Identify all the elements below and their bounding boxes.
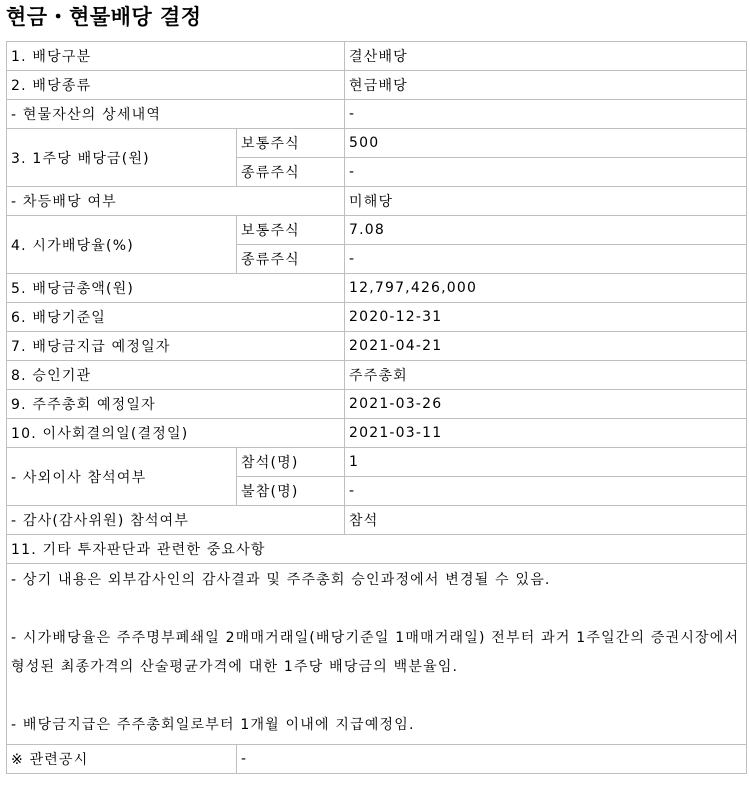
table-row xyxy=(7,303,747,332)
row-label: - 감사(감사위원) 참석여부 xyxy=(7,506,345,535)
note-spacer xyxy=(11,595,742,624)
row-value: - xyxy=(237,745,747,774)
row-value: 12,797,426,000 xyxy=(345,274,747,303)
row-label: 10. 이사회결의일(결정일) xyxy=(7,419,345,448)
row-label: 8. 승인기관 xyxy=(7,361,345,390)
table-row xyxy=(7,506,747,535)
page-title: 현금・현물배당 결정 xyxy=(6,5,202,29)
row-value: 2020-12-31 xyxy=(345,303,747,332)
row-value: 2021-03-11 xyxy=(345,419,747,448)
row-value: - xyxy=(345,477,747,506)
row-value: - xyxy=(345,100,747,129)
row-value: 2021-03-26 xyxy=(345,390,747,419)
table-row xyxy=(7,361,747,390)
row-label: - 현물자산의 상세내역 xyxy=(7,100,345,129)
row-label: 11. 기타 투자판단과 관련한 중요사항 xyxy=(7,535,747,564)
note-text: - 배당금지급은 주주총회일로부터 1개월 이내에 지급예정임. xyxy=(11,717,415,733)
row-value: 7.08 xyxy=(345,216,747,245)
notes-cell xyxy=(7,564,747,745)
row-value: 500 xyxy=(345,129,747,158)
row-label: - 사외이사 참석여부 xyxy=(7,448,237,506)
row-value: - xyxy=(345,245,747,274)
table-row xyxy=(7,390,747,419)
table-row xyxy=(7,129,747,158)
row-label: 5. 배당금총액(원) xyxy=(7,274,345,303)
row-label: - 차등배당 여부 xyxy=(7,187,345,216)
row-value: 1 xyxy=(345,448,747,477)
row-value: 2021-04-21 xyxy=(345,332,747,361)
row-value: - xyxy=(345,158,747,187)
table-row xyxy=(7,448,747,477)
note-text: - 상기 내용은 외부감사인의 감사결과 및 주주총회 승인과정에서 변경될 수 있음. xyxy=(11,572,551,588)
table-row xyxy=(7,216,747,245)
row-label: 6. 배당기준일 xyxy=(7,303,345,332)
sub-label: 보통주식 xyxy=(237,129,345,158)
row-value: 주주총회 xyxy=(345,361,747,390)
table-row xyxy=(7,745,747,774)
row-label: 9. 주주총회 예정일자 xyxy=(7,390,345,419)
row-value: 참석 xyxy=(345,506,747,535)
table-row xyxy=(7,535,747,564)
sub-label: 종류주식 xyxy=(237,158,345,187)
row-label: 4. 시가배당율(%) xyxy=(7,216,237,274)
sub-label: 종류주식 xyxy=(237,245,345,274)
table-row xyxy=(7,332,747,361)
table-row xyxy=(7,187,747,216)
table-row xyxy=(7,71,747,100)
row-label: ※ 관련공시 xyxy=(7,745,237,774)
sub-label: 참석(명) xyxy=(237,448,345,477)
note-spacer xyxy=(11,682,742,711)
row-label: 2. 배당종류 xyxy=(7,71,345,100)
row-label: 7. 배당금지급 예정일자 xyxy=(7,332,345,361)
row-value: 미해당 xyxy=(345,187,747,216)
table-row xyxy=(7,419,747,448)
table-row xyxy=(7,100,747,129)
table-row xyxy=(7,564,747,745)
row-value: 현금배당 xyxy=(345,71,747,100)
table-row xyxy=(7,42,747,71)
row-label: 3. 1주당 배당금(원) xyxy=(7,129,237,187)
table-row xyxy=(7,274,747,303)
sub-label: 보통주식 xyxy=(237,216,345,245)
row-value: 결산배당 xyxy=(345,42,747,71)
dividend-disclosure-table xyxy=(6,41,747,774)
note-text: - 시가배당율은 주주명부폐쇄일 2매매거래일(배당기준일 1매매거래일) 전부터 과거 1주일간의 증권시장에서 형성된 최종가격의 산술평균가격에 대한 1주당 배당금의 백분율임. xyxy=(11,630,740,675)
row-label: 1. 배당구분 xyxy=(7,42,345,71)
sub-label: 불참(명) xyxy=(237,477,345,506)
